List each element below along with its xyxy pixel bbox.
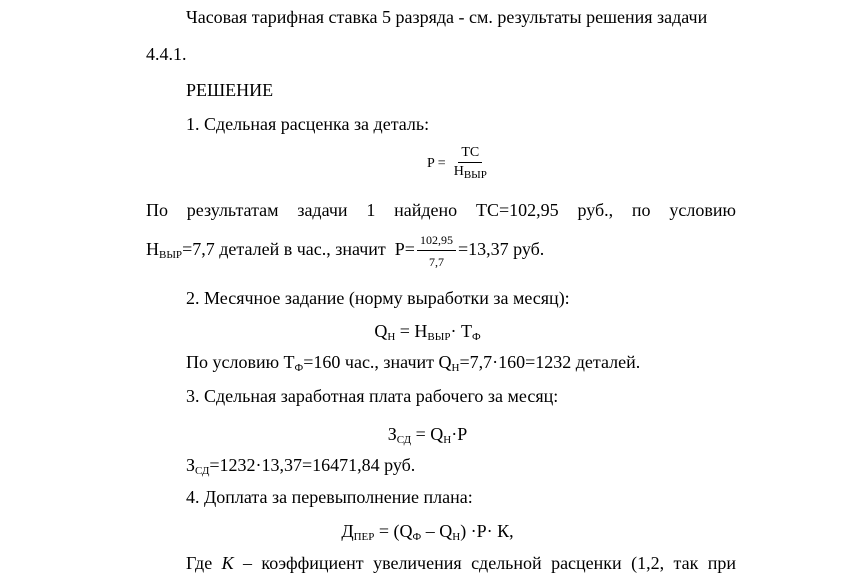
para-2: [186, 351, 640, 373]
para4-word: увеличения: [373, 553, 462, 573]
para3-z-sub: СД: [195, 465, 210, 477]
para4-word: –: [242, 553, 252, 573]
para4-word: так: [673, 553, 699, 573]
formula4-part-b: – Q: [421, 521, 453, 541]
formula1-eq: =: [437, 156, 446, 171]
formula3-z: З: [387, 424, 397, 444]
step-3-title: 3. Сдельная заработная плата рабочего за месяц:: [186, 386, 559, 406]
para-1-line-1: [146, 199, 736, 221]
formula3-q-sub: Н: [443, 434, 452, 446]
para1-h-symbol: Н: [146, 239, 159, 259]
formula-piece-wage: [0, 423, 855, 445]
formula-monthly-task: [0, 320, 855, 342]
formula1-numerator: ТС: [458, 145, 482, 163]
para1-word: по: [631, 200, 651, 220]
para2-part-c: =7,7·160=1232 деталей.: [459, 352, 641, 372]
para1-word: ТС=102,95: [475, 200, 559, 220]
text-line-2: 4.4.1.: [146, 44, 187, 64]
formula4-sub-a: Ф: [412, 531, 422, 543]
formula2-eq: =: [395, 321, 415, 341]
para1-word: 1: [366, 200, 376, 220]
para4-word: сдельной: [471, 553, 542, 573]
para2-sub-a: Ф: [294, 362, 304, 374]
formula2-h-sub: ВЫР: [427, 331, 451, 343]
heading-solution: РЕШЕНИЕ: [186, 80, 274, 100]
formula2-h: Н: [414, 321, 428, 341]
formula1-fraction: [451, 145, 490, 180]
para1-p-eq: Р=: [394, 239, 415, 259]
formula-overfulfilment-bonus: [0, 520, 855, 542]
para4-word: К: [221, 553, 234, 573]
para1-word: найдено: [394, 200, 458, 220]
formula4-part-c: ) ·Р· К,: [460, 521, 514, 541]
text-line-1: Часовая тарифная ставка 5 разряда - см. результаты решения задачи: [186, 7, 708, 27]
formula4-part-a: = (Q: [374, 521, 413, 541]
para1-word: руб.,: [577, 200, 614, 220]
formula1-den-main: Н: [453, 164, 464, 180]
formula4-d: Д: [341, 521, 354, 541]
para1-result: =13,37 руб.: [457, 239, 545, 259]
para2-part-a: По условию Т: [186, 352, 295, 372]
para4-word: (1,2,: [631, 553, 665, 573]
para1-fraction: [417, 233, 456, 269]
formula-piece-rate: [427, 143, 492, 182]
para3-z: З: [186, 455, 196, 475]
para2-part-b: =160 час., значит Q: [303, 352, 452, 372]
formula2-t-sub: Ф: [471, 331, 481, 343]
formula3-z-sub: СД: [396, 434, 412, 446]
para1-text: =7,7 деталей в час., значит: [182, 239, 386, 259]
para-1-line-2: [146, 229, 544, 269]
para1-word: результатам: [186, 200, 279, 220]
formula1-denominator: [451, 163, 490, 180]
formula3-eq-q: = Q: [411, 424, 444, 444]
formula4-d-sub: ПЕР: [353, 531, 375, 543]
para-3: [186, 454, 415, 476]
para1-fraction-denominator: 7,7: [428, 254, 444, 269]
step-1-title: 1. Сдельная расценка за деталь:: [186, 114, 430, 134]
formula2-q-sub: Н: [387, 331, 396, 343]
formula3-p: ·Р: [451, 424, 468, 444]
para1-h-sub: ВЫР: [159, 249, 183, 261]
formula1-den-sub: ВЫР: [463, 169, 487, 182]
para1-fraction-numerator: 102,95: [417, 233, 456, 251]
formula2-q: Q: [374, 321, 388, 341]
para-4-line-1: [186, 552, 736, 574]
para2-sub-b: Н: [451, 362, 460, 374]
para1-word: условию: [669, 200, 736, 220]
formula4-sub-b: Н: [452, 531, 461, 543]
para3-rest: =1232·13,37=16471,84 руб.: [209, 455, 416, 475]
para4-word: Где: [186, 553, 213, 573]
para1-word: задачи: [297, 200, 348, 220]
step-2-title: 2. Месячное задание (норму выработки за месяц):: [186, 288, 570, 308]
formula2-dot: ·: [450, 321, 461, 341]
step-4-title: 4. Доплата за перевыполнение плана:: [186, 487, 473, 507]
para1-word: По: [146, 200, 168, 220]
para4-word: при: [707, 553, 736, 573]
formula1-lhs: Р: [427, 156, 435, 171]
para4-word: коэффициент: [261, 553, 364, 573]
para4-word: расценки: [551, 553, 622, 573]
formula2-t: Т: [460, 321, 472, 341]
